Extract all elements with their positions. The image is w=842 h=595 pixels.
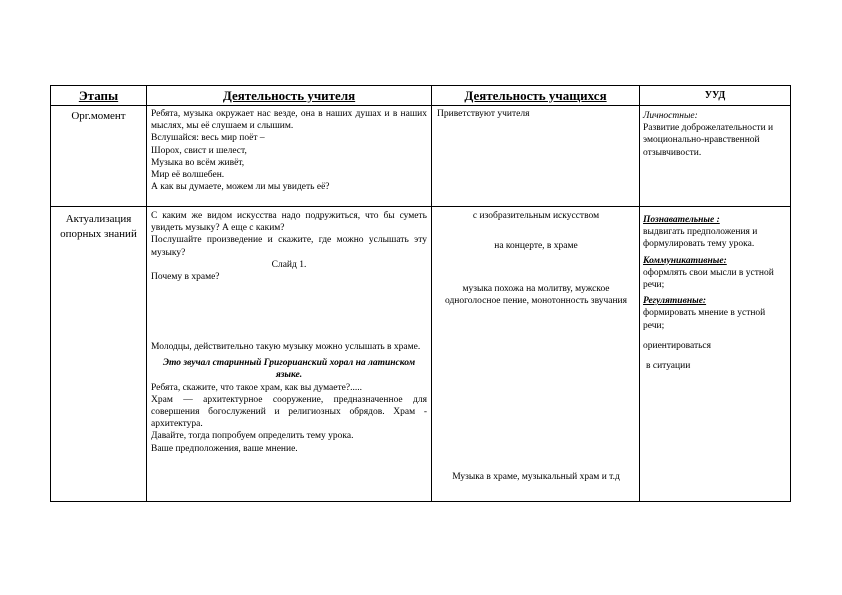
student-answer: Музыка в храме, музыкальный храм и т.д	[452, 472, 620, 482]
column-divider	[146, 86, 147, 501]
teacher-cell-row2-lower	[151, 341, 427, 455]
uud-regulative-text: ориентироваться	[643, 340, 712, 351]
uud-regulative-text: формировать мнение в устной речи;	[643, 308, 766, 331]
uud-cognitive-text: выдвигать предположения и формулировать тему урока.	[643, 227, 758, 250]
teacher-question: А как вы думаете, можем ли мы увидеть её?	[151, 182, 330, 193]
uud-communicative-title: Коммуникативные:	[643, 255, 727, 266]
teacher-text: Молодцы, действительно такую музыку можно услышать в храме.	[151, 342, 421, 352]
teacher-text: С каким же видом искусства надо подружиться, что бы суметь увидеть музыку? А еще с каким?	[151, 211, 427, 234]
uud-cell-row1	[643, 110, 785, 159]
uud-communicative-text: оформлять свои мысли в устной речи;	[643, 267, 774, 291]
column-divider	[431, 86, 432, 501]
header-students: Деятельность учащихся	[464, 87, 607, 103]
teacher-note: Это звучал старинный Григорианский хорал на латинском языке.	[162, 358, 416, 381]
teacher-question: Ребята, скажите, что такое храм, как вы думаете?.....	[151, 382, 362, 393]
uud-personal-title: Личностные:	[643, 111, 698, 121]
poem-line: Вслушайся: весь мир поёт –	[151, 133, 265, 144]
row-divider	[51, 206, 790, 207]
header-teacher: Деятельность учителя	[222, 87, 356, 103]
teacher-text: Храм — архитектурное сооружение, предназначенное для совершения богослужений и религиозных обрядов. Храм - архитектура.	[151, 394, 427, 430]
teacher-text: Ваше предположения, ваше мнение.	[151, 443, 298, 454]
student-answer: музыка похожа на молитву, мужское одноголосное пение, монотонность звучания	[444, 284, 628, 307]
stage-org-moment: Орг.момент	[71, 110, 126, 122]
uud-personal-text: Развитие доброжелательности и эмоционально-нравственной отзывчивости.	[643, 123, 774, 158]
poem-line: Музыка во всём живёт,	[151, 157, 245, 168]
teacher-cell-row1	[151, 108, 427, 193]
uud-cognitive-title: Познавательные :	[643, 215, 720, 225]
uud-cell-row2	[643, 214, 785, 372]
uud-regulative-text: в ситуации	[646, 361, 691, 372]
teacher-question: Почему в храме?	[151, 272, 220, 283]
uud-regulative-title: Регулятивные:	[643, 296, 707, 307]
student-answer: на концерте, в храме	[494, 241, 578, 251]
header-uud: УУД	[704, 90, 726, 101]
poem-line: Шорох, свист и шелест,	[151, 145, 247, 156]
teacher-text: Ребята, музыка окружает нас везде, она в наших душах и в наших мыслях, мы её слушаем и слышим.	[151, 109, 427, 132]
slide-label: Слайд 1.	[271, 259, 307, 270]
teacher-cell-row2	[151, 210, 427, 283]
student-answer: с изобразительным искусством	[472, 211, 600, 221]
teacher-text: Давайте, тогда попробуем определить тему урока.	[151, 431, 354, 442]
row-divider	[51, 105, 790, 106]
column-divider	[639, 86, 640, 501]
students-cell-row1: Приветствуют учителя	[437, 109, 530, 119]
poem-line: Мир её волшебен.	[151, 170, 225, 181]
teacher-text: Послушайте произведение и скажите, где можно услышать эту музыку?	[151, 235, 427, 258]
stage-actualization: Актуализация опорных знаний	[60, 213, 137, 240]
header-stages: Этапы	[78, 87, 119, 103]
lesson-table	[50, 85, 791, 502]
